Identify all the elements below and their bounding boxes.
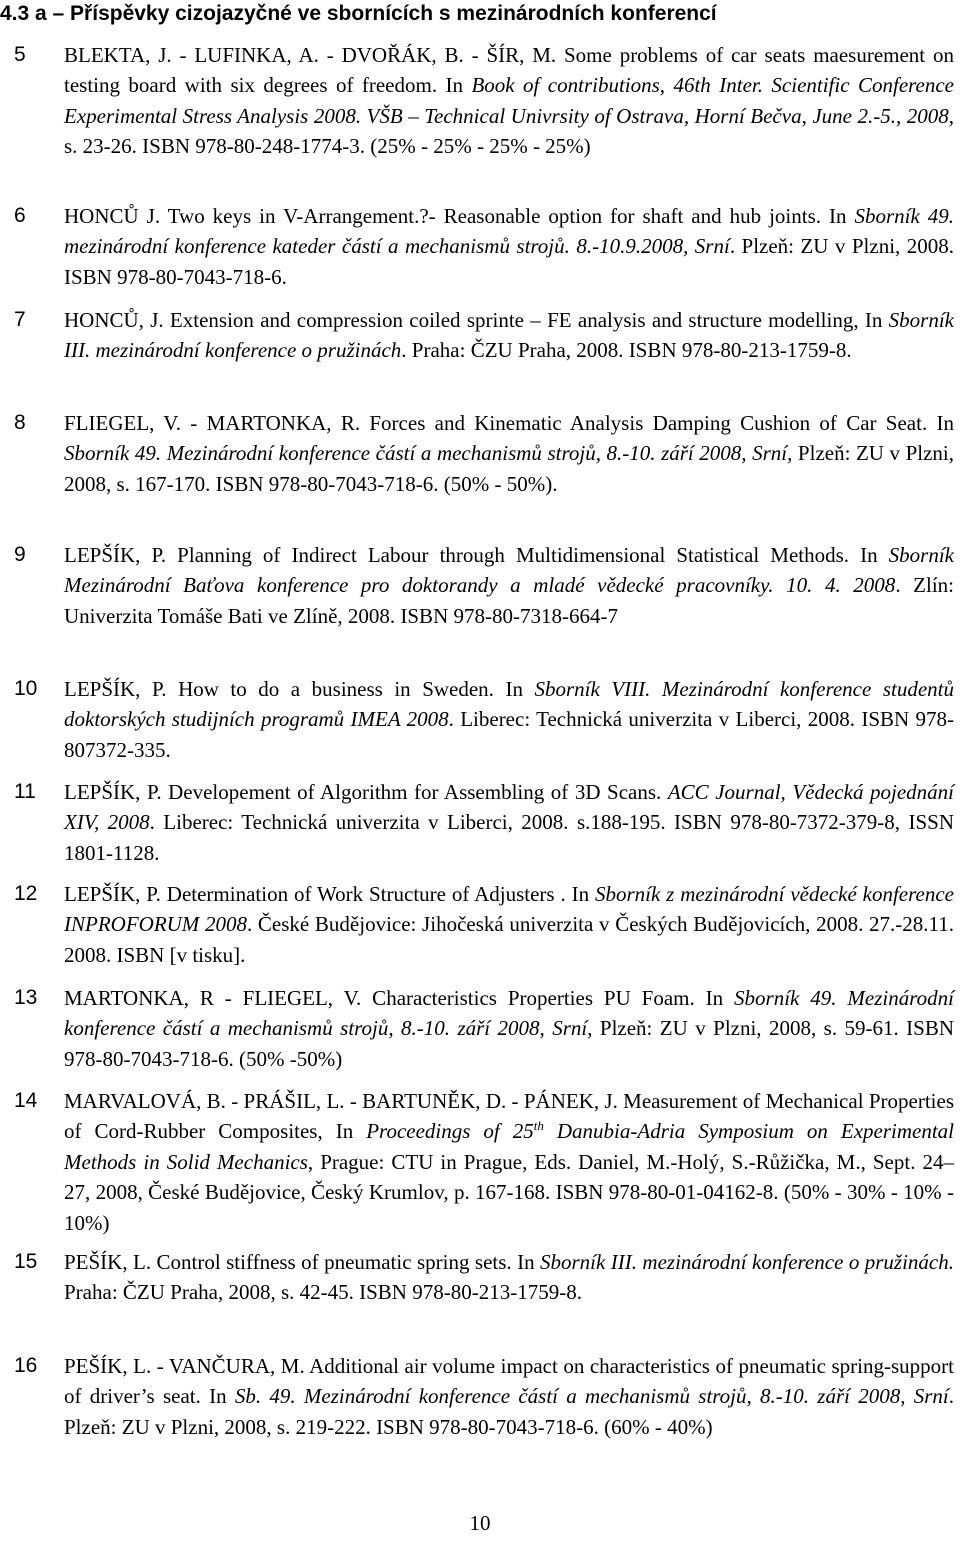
text-run: FLIEGEL, V. - MARTONKA, R. Forces and Kinematic Analysis Damping Cushion of Car Seat. In	[64, 411, 954, 435]
text-run: PEŠÍK, L. - VANČURA, M. Additional air volume impact on characteristics of pneumatic spring-support of driver’s seat. In	[64, 1354, 954, 1409]
text-run: HONCŮ J. Two keys in V-Arrangement.?- Reasonable option for shaft and hub joints. In	[64, 204, 855, 228]
text-run: LEPŠÍK, P. How to do a business in Sweden. In	[64, 677, 535, 701]
text-run: , Plzeň: ZU v Plzni, 2008, s. 59-61. ISBN 978-80-7043-718-6. (50% -50%)	[64, 1016, 954, 1071]
reference-text	[64, 777, 954, 868]
italic-text: ACC Journal, Vědecká pojednání XIV, 2008	[64, 780, 954, 835]
italic-text: Sborník Mezinárodní Baťova konference pro doktorandy a mladé vědecké pracovníky. 10. 4. 2008	[64, 543, 954, 598]
text-run: , s. 23-26. ISBN 978-80-248-1774-3. (25% - 25% - 25% - 25%)	[64, 103, 954, 159]
text-run: . Praha: ČZU Praha, 2008. ISBN 978-80-213-1759-8.	[401, 338, 852, 363]
text-run: . České Budějovice: Jihočeská univerzita v Českých Budějovicích, 2008. 27.-28.11. 2008. ISBN [v tisku].	[64, 912, 954, 967]
text-run: LEPŠÍK, P. Developement of Algorithm for Assembling of 3D Scans.	[64, 780, 668, 804]
reference-text	[64, 1086, 954, 1238]
reference-number: 6	[14, 204, 26, 227]
reference-number: 15	[14, 1250, 38, 1273]
italic-text: Sb. 49. Mezinárodní konference částí a mechanismů strojů, 8.-10. září 2008, Srní	[234, 1384, 949, 1409]
italic-text: Sborník VIII. Mezinárodní konference studentů doktorských studijních programů IMEA 2008	[64, 677, 955, 732]
text-run: LEPŠÍK, P. Determination of Work Structure of Adjusters . In	[64, 882, 595, 906]
text-run: BLEKTA, J. - LUFINKA, A. - DVOŘÁK, B. - ŠÍR, M. Some problems of car seats maesurement on testing board with six degrees of freedom. In	[64, 43, 954, 98]
text-run: LEPŠÍK, P. Planning of Indirect Labour through Multidimensional Statistical Methods. In	[64, 543, 889, 567]
text-run: . Liberec: Technická univerzita v Liberci, 2008. s.188-195. ISBN 978-80-7372-379-8, ISSN 1801-1128.	[64, 810, 954, 865]
italic-text: Sborník III. mezinárodní konference o pružinách	[64, 308, 954, 363]
reference-number: 12	[14, 882, 38, 905]
reference-text	[64, 674, 954, 765]
text-run: . Plzeň: ZU v Plzni, 2008, s. 219-222. ISBN 978-80-7043-718-6. (60% - 40%)	[64, 1384, 955, 1439]
text-run: Praha: ČZU Praha, 2008, s. 42-45. ISBN 978-80-213-1759-8.	[64, 1280, 582, 1305]
reference-number: 8	[14, 411, 26, 434]
reference-number: 11	[14, 780, 36, 803]
italic-text: Sborník 49. Mezinárodní konference částí a mechanismů strojů, 8.-10. září 2008, Srní	[64, 986, 954, 1041]
text-run: MARTONKA, R - FLIEGEL, V. Characteristics Properties PU Foam. In	[64, 986, 735, 1010]
text-run: . Zlín: Univerzita Tomáše Bati ve Zlíně, 2008. ISBN 978-80-7318-664-7	[64, 573, 954, 628]
reference-text	[64, 879, 954, 970]
reference-text	[64, 40, 954, 162]
reference-number: 13	[14, 986, 38, 1009]
italic-text: Book of contributions, 46th Inter. Scientific Conference Experimental Stress Analysis 2008. VŠB – Technical Univrsity of Ostrava, Horní Bečva, June 2.-5., 2008	[64, 73, 954, 128]
italic-text: Sborník III. mezinárodní konference o pružinách.	[540, 1250, 954, 1274]
text-run: . Liberec: Technická univerzita v Liberci, 2008. ISBN 978-807372-335.	[64, 707, 955, 762]
italic-text: Sborník z mezinárodní vědecké konference INPROFORUM 2008	[64, 882, 954, 937]
superscript-text: th	[533, 1118, 544, 1134]
reference-number: 7	[14, 308, 26, 331]
text-run: , Prague: CTU in Prague, Eds. Daniel, M.-Holý, S.-Růžička, M., Sept. 24–27, 2008, České Budějovice, Český Krumlov, p. 167-168. ISBN 978-80-01-04162-8. (50% - 30% - 10% - 10%)	[64, 1149, 954, 1235]
italic-text: Danubia-Adria Symposium on Experimental Methods in Solid Mechanics	[64, 1119, 955, 1174]
reference-text	[64, 408, 954, 499]
reference-text	[64, 1351, 954, 1442]
italic-text: Sborník 49. mezinárodní konference kateder částí a mechanismů strojů. 8.-10.9.2008, Srní	[64, 204, 955, 259]
text-run: MARVALOVÁ, B. - PRÁŠIL, L. - BARTUNĚK, D. - PÁNEK, J. Measurement of Mechanical Properties of Cord-Rubber Composites, In	[64, 1089, 954, 1144]
reference-number: 14	[14, 1089, 38, 1112]
reference-number: 16	[14, 1354, 38, 1377]
italic-text: Sborník 49. Mezinárodní konference částí a mechanismů strojů, 8.-10. září 2008, Srní,	[64, 441, 793, 466]
text-run: PEŠÍK, L. Control stiffness of pneumatic spring sets. In	[64, 1250, 540, 1274]
section-heading: 4.3 a – Příspěvky cizojazyčné ve sbornících s mezinárodních konferencí	[0, 2, 717, 25]
italic-text: Proceedings of 25	[366, 1119, 534, 1144]
reference-text	[64, 201, 954, 292]
superscript	[534, 1118, 544, 1133]
reference-text	[64, 983, 954, 1074]
reference-text	[64, 1247, 954, 1308]
reference-number: 9	[14, 543, 26, 566]
page-number: 10	[469, 1511, 491, 1535]
reference-number: 5	[14, 43, 26, 66]
reference-text	[64, 540, 954, 631]
reference-text	[64, 305, 954, 366]
reference-number: 10	[14, 677, 38, 700]
text-run: HONCŮ, J. Extension and compression coiled sprinte – FE analysis and structure modelling, In	[64, 308, 889, 332]
text-run: Plzeň: ZU v Plzni, 2008, s. 167-170. ISBN 978-80-7043-718-6. (50% - 50%).	[64, 441, 954, 496]
text-run: . Plzeň: ZU v Plzni, 2008. ISBN 978-80-7043-718-6.	[64, 234, 954, 289]
